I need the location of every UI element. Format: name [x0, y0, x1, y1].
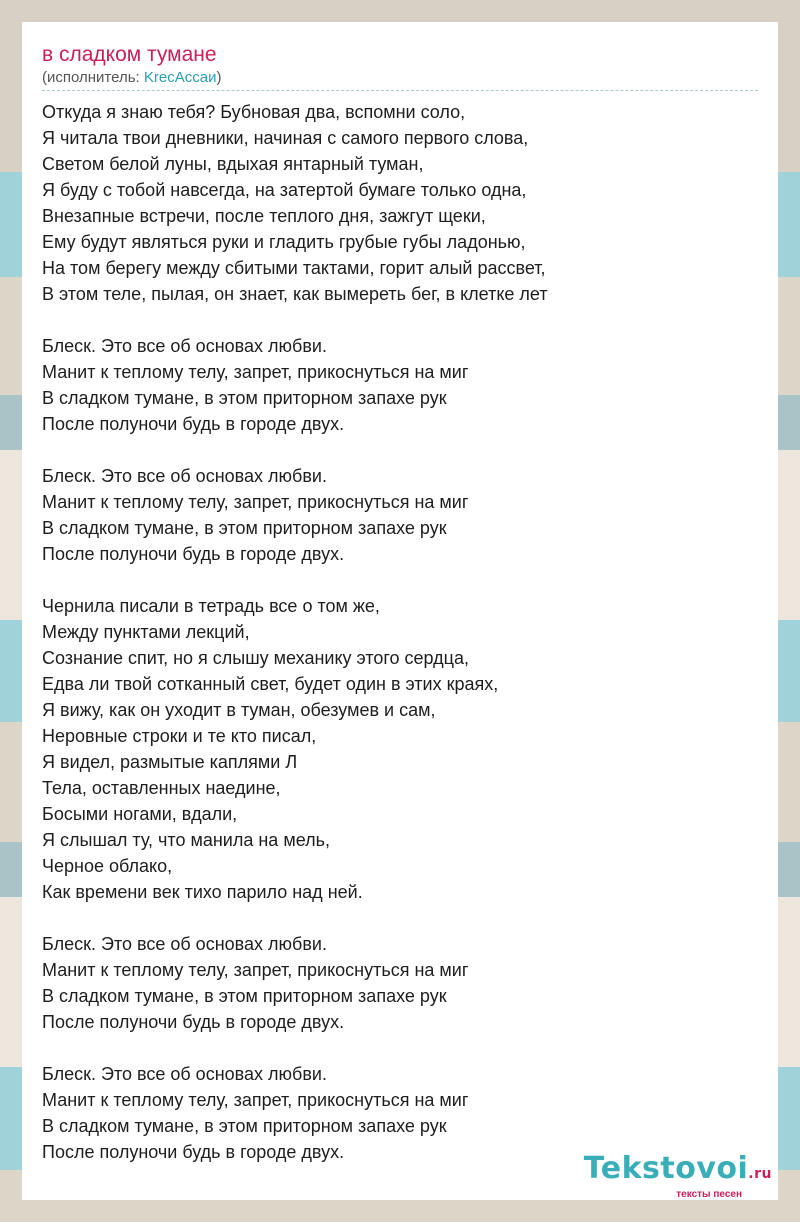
lyrics-stanza [42, 99, 758, 307]
lyric-line: Неровные строки и те кто писал, [42, 726, 317, 746]
logo-wordmark [584, 1153, 772, 1190]
lyric-line: Блеск. Это все об основах любви. [42, 934, 327, 954]
lyric-line: Черное облако, [42, 856, 173, 876]
lyrics-card [22, 22, 778, 1200]
logo-suffix: .ru [748, 1166, 772, 1182]
lyric-line: Внезапные встречи, после теплого дня, зажгут щеки, [42, 206, 486, 226]
lyric-line: Босыми ногами, вдали, [42, 804, 238, 824]
site-logo[interactable] [584, 1153, 772, 1200]
artist-link[interactable]: KrecAccaи [143, 69, 217, 86]
lyric-line: В сладком тумане, в этом приторном запахе рук [42, 518, 447, 538]
artist-suffix: ) [216, 69, 222, 86]
lyric-line: После полуночи будь в городе двух. [42, 1142, 345, 1162]
lyric-line: Манит к теплому телу, запрет, прикоснуться на миг [42, 1090, 469, 1110]
lyrics-stanza [42, 1061, 758, 1165]
lyric-line: Манит к теплому телу, запрет, прикоснуться на миг [42, 362, 469, 382]
lyric-line: Как времени век тихо парило над ней. [42, 882, 363, 902]
lyric-line: Тела, оставленных наедине, [42, 778, 281, 798]
lyric-line: После полуночи будь в городе двух. [42, 1012, 345, 1032]
lyrics-stanza [42, 593, 758, 905]
lyric-line: Светом белой луны, вдыхая янтарный туман, [42, 154, 424, 174]
lyric-line: В сладком тумане, в этом приторном запахе рук [42, 388, 447, 408]
lyric-line: Сознание спит, но я слышу механику этого сердца, [42, 648, 469, 668]
lyric-line: На том берегу между сбитыми тактами, горит алый рассвет, [42, 258, 546, 278]
lyric-line: Я читала твои дневники, начиная с самого первого слова, [42, 128, 529, 148]
logo-name: Tekstovoi [583, 1151, 749, 1186]
artist-prefix: (исполнитель: [42, 69, 144, 86]
lyric-line: Блеск. Это все об основах любви. [42, 466, 327, 486]
lyric-line: Я видел, размытые каплями Л [42, 752, 298, 772]
lyric-line: Откуда я знаю тебя? Бубновая два, вспомни соло, [42, 102, 466, 122]
lyric-line: Между пунктами лекций, [42, 622, 250, 642]
lyrics-stanza [42, 333, 758, 437]
lyric-line: Ему будут являться руки и гладить грубые губы ладонью, [42, 232, 526, 252]
lyric-line: Блеск. Это все об основах любви. [42, 1064, 327, 1084]
lyric-line: Едва ли твой сотканный свет, будет один в этих краях, [42, 674, 499, 694]
lyric-line: Блеск. Это все об основах любви. [42, 336, 327, 356]
logo-tagline: тексты песен [676, 1189, 742, 1200]
lyric-line: Я слышал ту, что манила на мель, [42, 830, 330, 850]
lyric-line: Я вижу, как он уходит в туман, обезумев и сам, [42, 700, 436, 720]
lyrics-stanza [42, 463, 758, 567]
lyrics-stanza [42, 931, 758, 1035]
lyric-line: В сладком тумане, в этом приторном запахе рук [42, 986, 447, 1006]
artist-line [42, 68, 758, 91]
lyrics-body [42, 99, 758, 1165]
lyric-line: Я буду с тобой навсегда, на затертой бумаге только одна, [42, 180, 527, 200]
lyric-line: Манит к теплому телу, запрет, прикоснуться на миг [42, 960, 469, 980]
song-title: в сладком тумане [42, 43, 217, 66]
lyric-line: Манит к теплому телу, запрет, прикоснуться на миг [42, 492, 469, 512]
lyric-line: После полуночи будь в городе двух. [42, 544, 345, 564]
lyric-line: Чернила писали в тетрадь все о том же, [42, 596, 380, 616]
lyric-line: После полуночи будь в городе двух. [42, 414, 345, 434]
lyric-line: В сладком тумане, в этом приторном запахе рук [42, 1116, 447, 1136]
lyric-line: В этом теле, пылая, он знает, как вымереть бег, в клетке лет [42, 284, 548, 304]
